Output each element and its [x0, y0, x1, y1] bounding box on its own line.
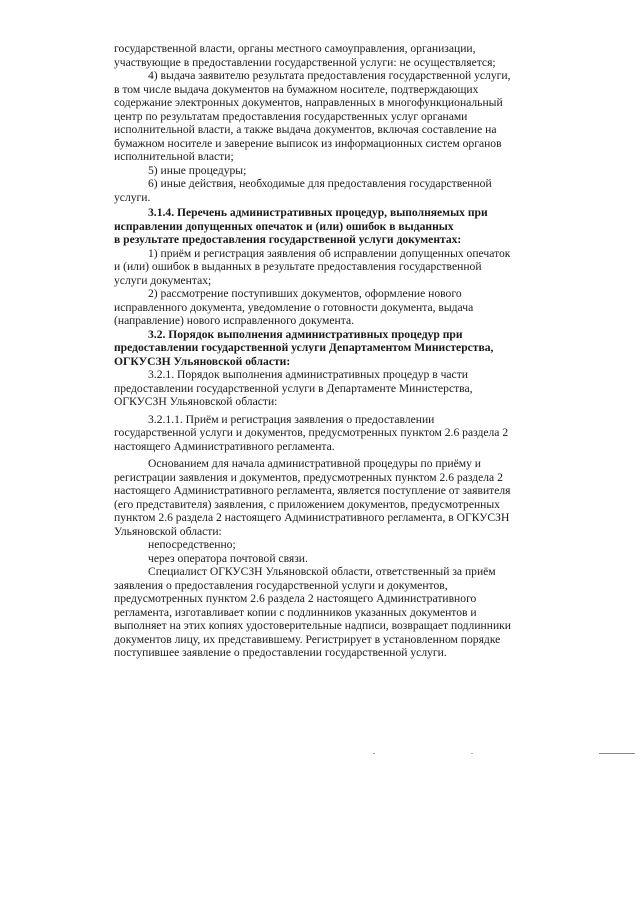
paragraph-basis: Основанием для начала административной процедуры по приёму и регистрации заявления и документов, предусмотренных пунктом 2.6 раздела 2 настоящего Административного регламента, является поступление от заявителя (его представителя) заявления, с приложением документов, предусмотренных пунктом 2.6 раздела 2 настоящего Административного регламента, в ОГКУСЗН Ульяновской области: [114, 457, 511, 538]
scan-artifact-dot [373, 753, 375, 754]
paragraph-item-6: 6) иные действия, необходимые для предоставления государственной услуги. [114, 177, 492, 204]
paragraph-item-4: 4) выдача заявителю результата предоставления государственной услуги, в том числе выдача документов на бумажном носителе, подтверждающих содержание электронных документов, направленных в многофункциональный центр по результатам предоставления государственных услуг органами исполнительной власти, а также выдача документов, включая составление на бумажном носителе и заверение выписок из информационных систем органов исполнительной власти; [114, 69, 511, 163]
section-heading-3-1-4: 3.1.4. Перечень административных процедур, выполняемых при исправлении допущенных опечаток и (или) ошибок в выданных в результате предоставления государственной услуги документах: [114, 206, 488, 246]
section-heading-3-2: 3.2. Порядок выполнения административных процедур при предоставлении государственной услуги Департаментом Министерства, ОГКУСЗН Ульяновской области: [114, 327, 494, 368]
paragraph-by-post: через оператора почтовой связи. [148, 551, 308, 565]
scan-artifact-line [599, 753, 635, 754]
paragraph-list-2: 2) рассмотрение поступивших документов, оформление нового исправленного документа, уведомление о готовности документа, выдача (направление) нового исправленного документа. [114, 287, 474, 327]
paragraph-continuation: государственной власти, органы местного самоуправления, организации, участвующие в предоставлении государственной услуги: не осуществляется; [114, 42, 496, 69]
paragraph-item-5: 5) иные процедуры; [148, 163, 247, 177]
paragraph-directly: непосредственно; [148, 538, 236, 551]
paragraph-list-1: 1) приём и регистрация заявления об исправлении допущенных опечаток и (или) ошибок в выданных в результате предоставления государственной услуги документах; [114, 246, 511, 287]
document-body [114, 42, 602, 660]
paragraph-3-2-1: 3.2.1. Порядок выполнения административных процедур в части предоставлении государственной услуги в Департаменте Министерства, ОГКУСЗН Ульяновской области: [114, 368, 473, 408]
paragraph-specialist: Специалист ОГКУСЗН Ульяновской области, ответственный за приём заявления о предоставления государственной услуги и документов, предусмотренных пунктом 2.6 раздела 2 настоящего Административного регламента, изготавливает копии с подлинников указанных документов и выполняет на этих копиях удостоверительные надписи, возвращает подлинники документов лицу, их представившему. Регистрирует в установленном порядке поступившее заявление о предоставлении государственной услуги. [114, 565, 511, 659]
paragraph-3-2-1-1: 3.2.1.1. Приём и регистрация заявления о предоставлении государственной услуги и документов, предусмотренных пунктом 2.6 раздела 2 настоящего Административного регламента. [114, 412, 509, 453]
scan-artifact-dot [471, 753, 473, 754]
